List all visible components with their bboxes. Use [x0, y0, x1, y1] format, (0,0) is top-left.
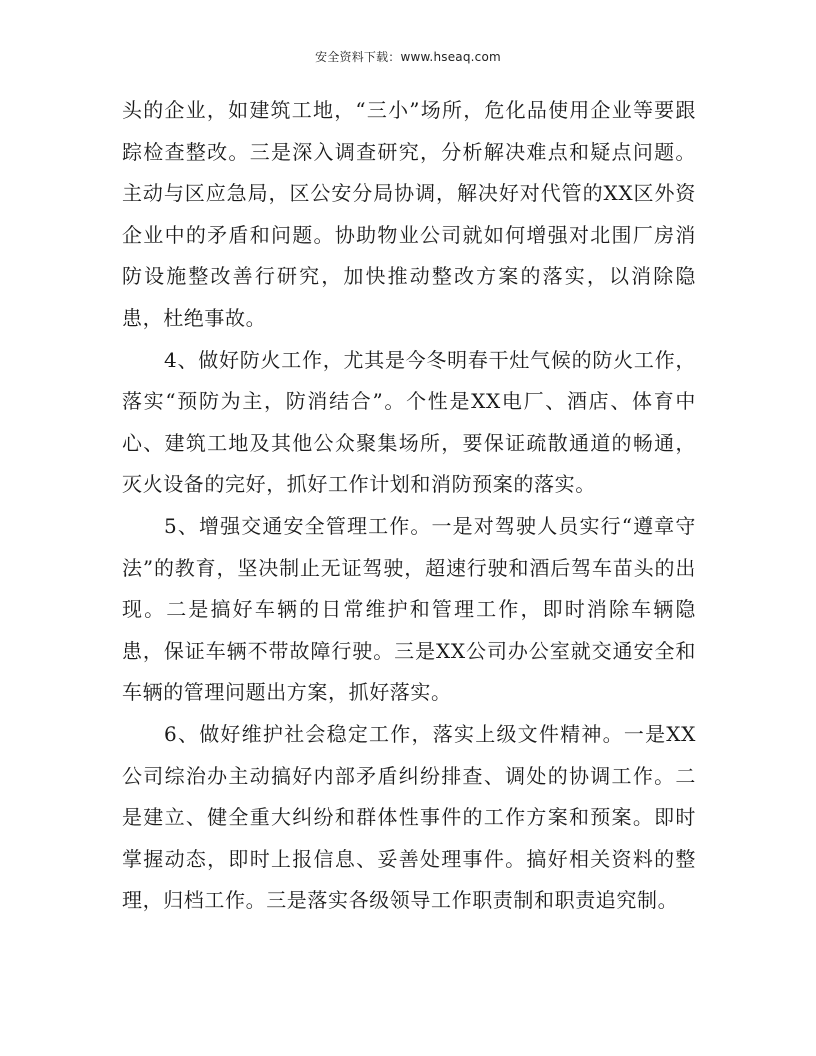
document-body — [122, 90, 696, 922]
page-header: 安全资料下载：www.hseaq.com — [315, 50, 501, 64]
paragraph-social-stability: 6、做好维护社会稳定工作，落实上级文件精神。一是XX公司综治办主动搞好内部矛盾纠纷排查、调处的协调工作。二是建立、健全重大纠纷和群体性事件的工作方案和预案。即时掌握动态，即时上报信息、妥善处理事件。搞好相关资料的整理，归档工作。三是落实各级领导工作职责制和职责追究制。 — [122, 721, 696, 913]
paragraph-continuation: 头的企业，如建筑工地，“三小”场所，危化品使用企业等要跟踪检查整改。三是深入调查研究，分析解决难点和疑点问题。主动与区应急局，区公安分局协调，解决好对代管的XX区外资企业中的矛盾和问题。协助物业公司就如何增强对北围厂房消防设施整改善行研究，加快推动整改方案的落实，以消除隐患，杜绝事故。 — [122, 98, 696, 330]
paragraph-traffic-safety: 5、增强交通安全管理工作。一是对驾驶人员实行“遵章守法”的教育，坚决制止无证驾驶，超速行驶和酒后驾车苗头的出现。二是搞好车辆的日常维护和管理工作，即时消除车辆隐患，保证车辆不带故障行驶。三是XX公司办公室就交通安全和车辆的管理问题出方案，抓好落实。 — [122, 513, 696, 705]
paragraph-fire-prevention: 4、做好防火工作，尤其是今冬明春干灶气候的防火工作，落实“预防为主，防消结合”。个性是XX电厂、酒店、体育中心、建筑工地及其他公众聚集场所，要保证疏散通道的畅通，灭火设备的完好，抓好工作计划和消防预案的落实。 — [122, 347, 696, 497]
